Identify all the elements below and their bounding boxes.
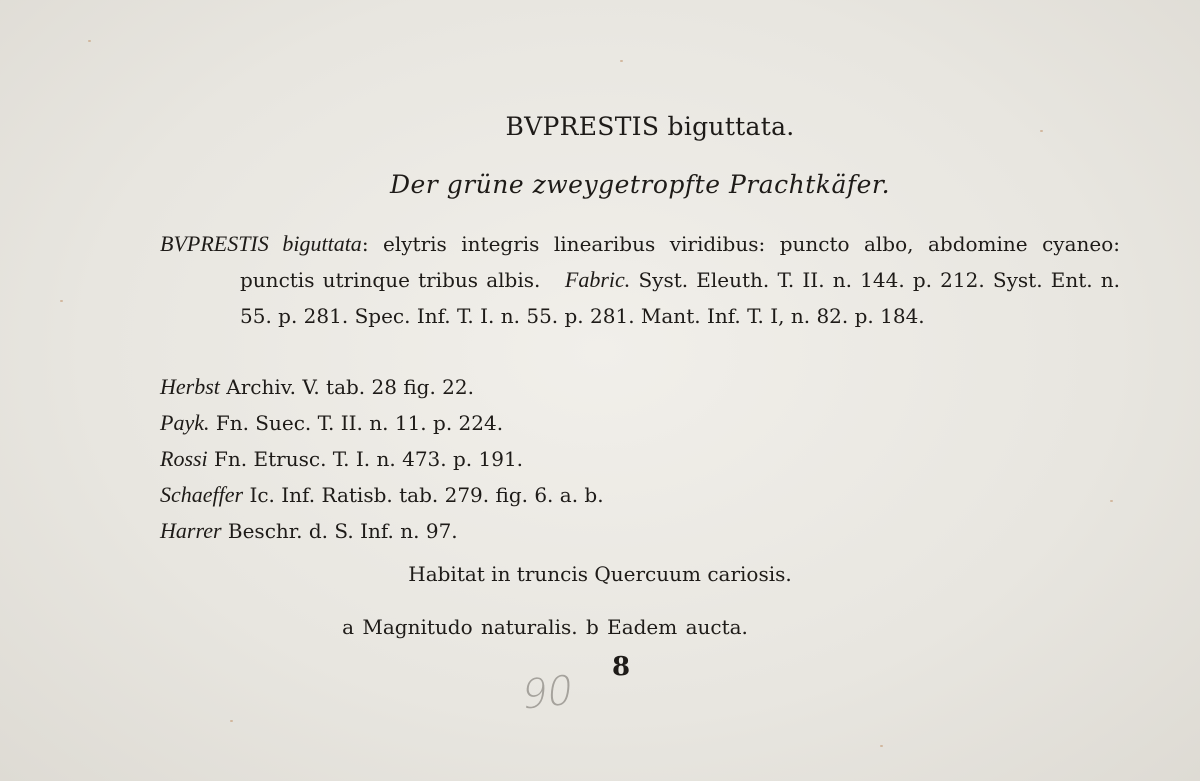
reference-text: Fn. Etrusc. T. I. n. 473. p. 191.: [214, 447, 524, 471]
reference-text: Fn. Suec. T. II. n. 11. p. 224.: [215, 411, 504, 435]
reference-text: Archiv. V. tab. 28 fig. 22.: [226, 375, 474, 399]
page-subtitle: Der grüne zweygetropfte Prachtkäfer.: [389, 170, 891, 199]
reference-text: Beschr. d. S. Inf. n. 97.: [227, 519, 458, 543]
reference-item: [160, 406, 604, 442]
paper-speck: [60, 300, 63, 302]
habitat-line: Habitat in truncis Quercuum cariosis.: [408, 562, 792, 586]
citation-text: Syst. Eleuth. T. II. n. 144. p. 212. Syst. Ent. n. 55. p. 281. Spec. Inf. T. I. n. 55. p. 281. Mant. Inf. T. I, n. 82. p. 184.: [240, 268, 1121, 328]
reference-item: [160, 370, 604, 406]
author-name: Fabric.: [564, 267, 631, 292]
reference-item: [160, 478, 604, 514]
paper-speck: [230, 720, 233, 722]
paper-speck: [620, 60, 623, 62]
reference-text: Ic. Inf. Ratisb. tab. 279. fig. 6. a. b.: [249, 483, 604, 507]
paper-speck: [1110, 500, 1113, 502]
reference-item: [160, 514, 604, 550]
reference-author: Harrer: [160, 518, 222, 543]
figure-caption: a Magnitudo naturalis. b Eadem aucta.: [342, 615, 748, 639]
reference-author: Herbst: [160, 374, 220, 399]
reference-list: [160, 370, 604, 550]
species-name: BVPRESTIS biguttata: [160, 231, 362, 256]
paper-speck: [88, 40, 91, 42]
reference-author: Rossi: [160, 446, 208, 471]
reference-author: Payk.: [160, 410, 210, 435]
reference-author: Schaeffer: [160, 482, 244, 507]
paper-speck: [880, 745, 883, 747]
page-title: BVPRESTIS biguttata.: [505, 112, 795, 141]
species-description: [160, 226, 1120, 334]
pencil-annotation: 90: [519, 666, 576, 720]
signature-mark: 8: [612, 652, 631, 682]
diagnosis-text: : elytris integris linearibus viridibus: puncto albo, abdomine cyaneo: punctis utrinque tribus albis.: [240, 232, 1121, 292]
description-paragraph: [160, 226, 1120, 334]
reference-item: [160, 442, 604, 478]
